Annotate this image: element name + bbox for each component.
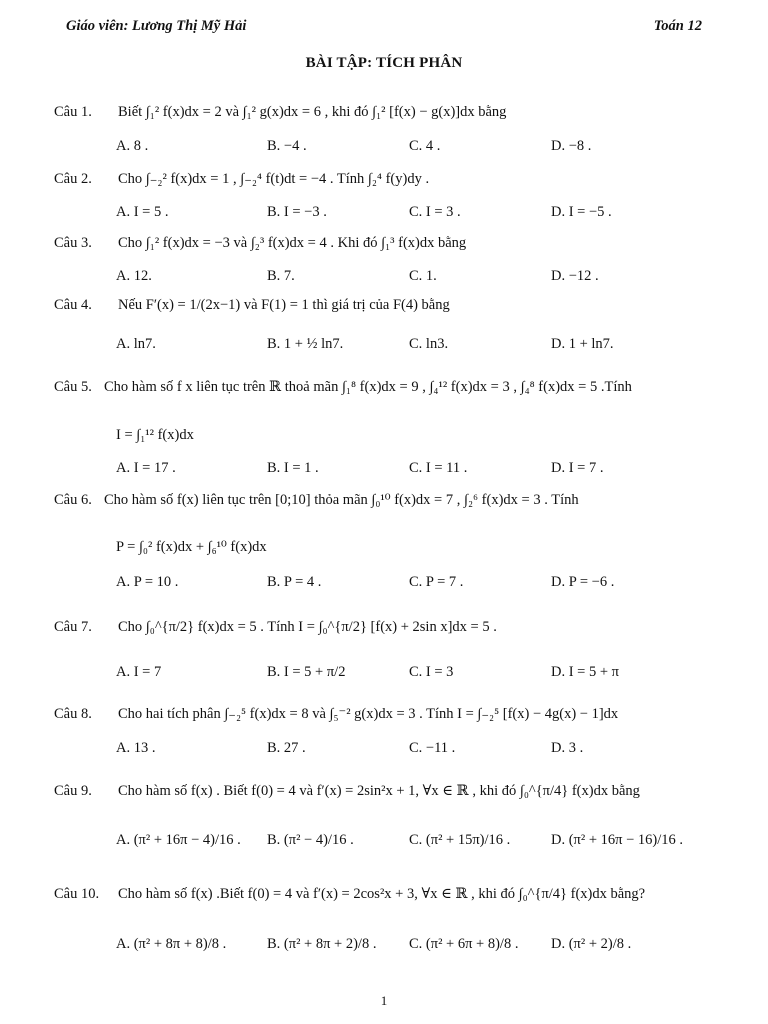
option-d[interactable]: D. P = −6 . bbox=[551, 574, 615, 590]
option-d[interactable]: D. −12 . bbox=[551, 268, 599, 284]
question-continuation: I = ∫₁¹² f(x)dx bbox=[116, 427, 194, 443]
question-4 bbox=[54, 293, 714, 317]
question-9 bbox=[54, 779, 714, 803]
options-7 bbox=[116, 660, 716, 684]
question-continuation: P = ∫₀² f(x)dx + ∫₆¹⁰ f(x)dx bbox=[116, 539, 267, 555]
options-2 bbox=[116, 200, 716, 224]
option-d[interactable]: D. −8 . bbox=[551, 138, 592, 154]
question-label: Câu 10. bbox=[54, 886, 100, 902]
options-4 bbox=[116, 332, 716, 356]
options-3 bbox=[116, 264, 716, 288]
option-c[interactable]: C. (π² + 15π)/16 . bbox=[409, 832, 511, 848]
options-8 bbox=[116, 736, 716, 760]
question-10 bbox=[54, 882, 714, 906]
option-d[interactable]: D. (π² + 16π − 16)/16 . bbox=[551, 832, 684, 848]
question-text: Cho hai tích phân ∫₋₂⁵ f(x)dx = 8 và ∫₅⁻² g(x)dx = 3 . Tính I = ∫₋₂⁵ [f(x) − 4g(x) − 1]dx bbox=[118, 706, 619, 722]
options-6 bbox=[116, 570, 716, 594]
question-text: Cho hàm số f(x) .Biết f(0) = 4 và f′(x) = 2cos²x + 3, ∀x ∈ ℝ , khi đó ∫₀^{π/4} f(x)dx bằng? bbox=[118, 886, 646, 902]
page-title: BÀI TẬP: TÍCH PHÂN bbox=[305, 55, 463, 71]
option-a[interactable]: A. ln7. bbox=[116, 336, 156, 352]
option-c[interactable]: C. I = 3 . bbox=[409, 204, 461, 220]
option-d[interactable]: D. (π² + 2)/8 . bbox=[551, 936, 632, 952]
option-c[interactable]: C. (π² + 6π + 8)/8 . bbox=[409, 936, 519, 952]
question-label: Câu 8. bbox=[54, 706, 92, 722]
option-a[interactable]: A. 12. bbox=[116, 268, 152, 284]
option-b[interactable]: B. 27 . bbox=[267, 740, 306, 756]
question-3 bbox=[54, 231, 714, 255]
option-c[interactable]: C. P = 7 . bbox=[409, 574, 464, 590]
options-10 bbox=[116, 932, 716, 956]
option-c[interactable]: C. I = 11 . bbox=[409, 460, 468, 476]
question-label: Câu 6. bbox=[54, 492, 92, 508]
option-a[interactable]: A. (π² + 16π − 4)/16 . bbox=[116, 832, 241, 848]
question-8 bbox=[54, 702, 714, 726]
option-a[interactable]: A. 13 . bbox=[116, 740, 156, 756]
option-c[interactable]: C. ln3. bbox=[409, 336, 449, 352]
option-b[interactable]: B. (π² − 4)/16 . bbox=[267, 832, 354, 848]
option-b[interactable]: B. I = 5 + π/2 bbox=[267, 664, 346, 680]
option-c[interactable]: C. −11 . bbox=[409, 740, 456, 756]
option-a[interactable]: A. 8 . bbox=[116, 138, 149, 154]
option-b[interactable]: B. −4 . bbox=[267, 138, 307, 154]
question-label: Câu 4. bbox=[54, 297, 92, 313]
question-label: Câu 3. bbox=[54, 235, 92, 251]
option-d[interactable]: D. 3 . bbox=[551, 740, 584, 756]
option-b[interactable]: B. 7. bbox=[267, 268, 295, 284]
option-a[interactable]: A. I = 17 . bbox=[116, 460, 176, 476]
question-label: Câu 9. bbox=[54, 783, 92, 799]
option-c[interactable]: C. 1. bbox=[409, 268, 437, 284]
question-1 bbox=[54, 100, 714, 124]
option-d[interactable]: D. I = 5 + π bbox=[551, 664, 619, 680]
option-b[interactable]: B. I = 1 . bbox=[267, 460, 319, 476]
option-c[interactable]: C. 4 . bbox=[409, 138, 441, 154]
subject-label: Toán 12 bbox=[653, 18, 702, 34]
option-b[interactable]: B. 1 + ½ ln7. bbox=[267, 336, 344, 352]
option-b[interactable]: B. (π² + 8π + 2)/8 . bbox=[267, 936, 377, 952]
question-text: Cho ∫₋₂² f(x)dx = 1 , ∫₋₂⁴ f(t)dt = −4 . Tính ∫₂⁴ f(y)dy . bbox=[118, 171, 430, 187]
question-text: Cho hàm số f x liên tục trên ℝ thoả mãn ∫₁⁸ f(x)dx = 9 , ∫₄¹² f(x)dx = 3 , ∫₄⁸ f(x)dx = 5 .Tính bbox=[104, 379, 632, 395]
question-label: Câu 2. bbox=[54, 171, 92, 187]
option-d[interactable]: D. 1 + ln7. bbox=[551, 336, 614, 352]
question-label: Câu 1. bbox=[54, 104, 92, 120]
question-text: Biết ∫₁² f(x)dx = 2 và ∫₁² g(x)dx = 6 , khi đó ∫₁² [f(x) − g(x)]dx bằng bbox=[118, 104, 507, 120]
option-a[interactable]: A. I = 7 bbox=[116, 664, 162, 680]
question-7 bbox=[54, 615, 714, 639]
option-a[interactable]: A. P = 10 . bbox=[116, 574, 179, 590]
options-9 bbox=[116, 828, 716, 852]
option-a[interactable]: A. (π² + 8π + 8)/8 . bbox=[116, 936, 227, 952]
question-text: Cho ∫₁² f(x)dx = −3 và ∫₂³ f(x)dx = 4 . Khi đó ∫₁³ f(x)dx bằng bbox=[118, 235, 467, 251]
options-1 bbox=[116, 134, 716, 158]
option-a[interactable]: A. I = 5 . bbox=[116, 204, 169, 220]
question-text: Nếu F′(x) = 1/(2x−1) và F(1) = 1 thì giá trị của F(4) bằng bbox=[118, 297, 450, 313]
option-b[interactable]: B. P = 4 . bbox=[267, 574, 322, 590]
question-text: Cho hàm số f(x) . Biết f(0) = 4 và f′(x) = 2sin²x + 1, ∀x ∈ ℝ , khi đó ∫₀^{π/4} f(x)dx bằng bbox=[118, 783, 640, 799]
question-6 bbox=[54, 488, 714, 555]
page-number: 1 bbox=[380, 993, 388, 1008]
question-label: Câu 5. bbox=[54, 379, 92, 395]
option-c[interactable]: C. I = 3 bbox=[409, 664, 454, 680]
option-d[interactable]: D. I = 7 . bbox=[551, 460, 604, 476]
teacher-name: Giáo viên: Lương Thị Mỹ Hải bbox=[66, 18, 247, 34]
question-5 bbox=[54, 375, 714, 443]
option-b[interactable]: B. I = −3 . bbox=[267, 204, 327, 220]
question-label: Câu 7. bbox=[54, 619, 92, 635]
question-text: Cho ∫₀^{π/2} f(x)dx = 5 . Tính I = ∫₀^{π/2} [f(x) + 2sin x]dx = 5 . bbox=[118, 619, 497, 635]
question-2 bbox=[54, 167, 714, 191]
options-5 bbox=[116, 456, 716, 480]
question-text: Cho hàm số f(x) liên tục trên [0;10] thỏa mãn ∫₀¹⁰ f(x)dx = 7 , ∫₂⁶ f(x)dx = 3 . Tính bbox=[104, 492, 579, 508]
option-d[interactable]: D. I = −5 . bbox=[551, 204, 612, 220]
